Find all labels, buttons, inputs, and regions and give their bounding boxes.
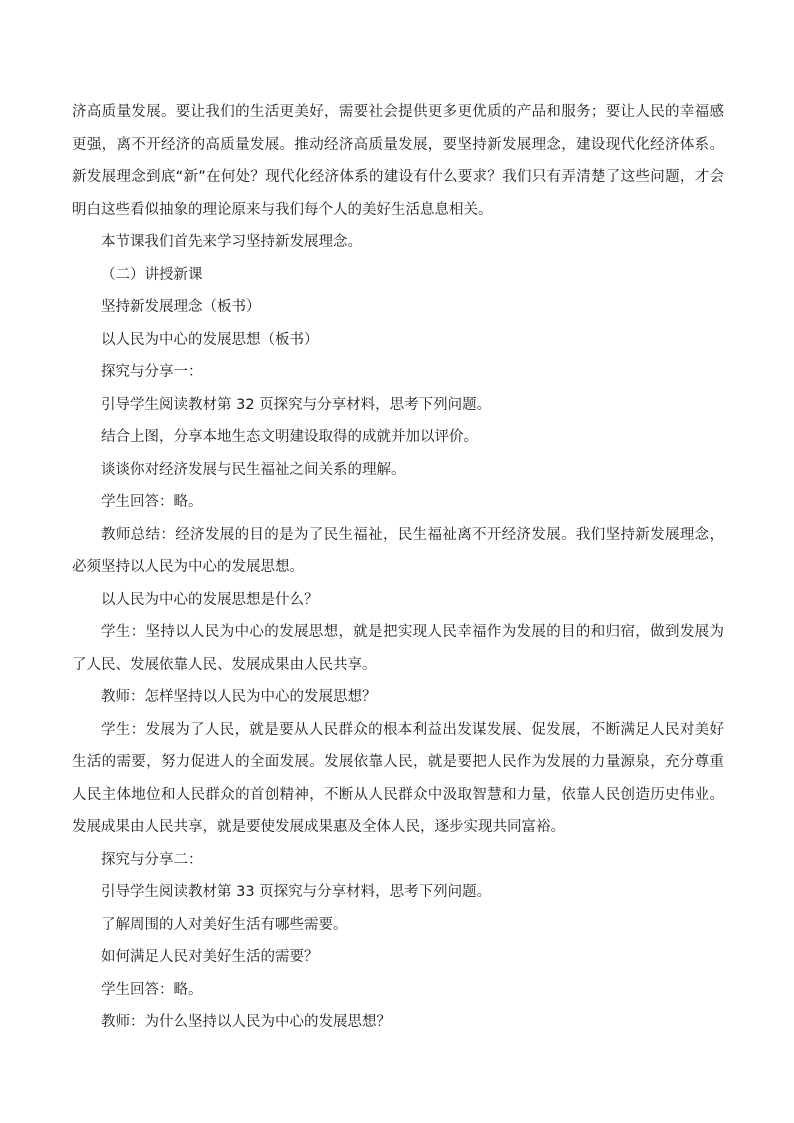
question-two-a: 了解周围的人对美好生活有哪些需要。: [101, 916, 348, 933]
paragraph-guide-one: 引导学生阅读教材第 32 页探究与分享材料，思考下列问题。: [101, 396, 492, 413]
paragraph-lesson-intro: 本节课我们首先来学习坚持新发展理念。: [101, 234, 362, 250]
activity-heading-two: 探究与分享二：: [101, 851, 203, 868]
teacher-summary: 教师总结：经济发展的目的是为了民生福祉，民生福祉离不开经济发展。我们坚持新发展理念，必须坚持以人民为中心的发展思想。: [72, 526, 724, 575]
teacher-question-why: 教师：为什么坚持以人民为中心的发展思想？: [101, 1014, 391, 1030]
question-two-b: 如何满足人民对美好生活的需要？: [101, 949, 319, 965]
student-answer-how: 学生：发展为了人民，就是要从人民群众的根本利益出发谋发展、促发展，不断满足人民对美好生活的需要，努力促进人的全面发展。发展依靠人民，就是要把人民作为发展的力量源泉，充分尊重人民主体地位和人民群众的首创精神，不断从人民群众中汲取智慧和力量，依靠人民创造历史伟业。发展成果由人民共享，就是要使发展成果惠及全体人民，逐步实现共同富裕。: [72, 721, 724, 835]
teacher-question-how: 教师：怎样坚持以人民为中心的发展思想？: [101, 689, 377, 705]
student-answer-one: 学生回答：略。: [101, 494, 203, 510]
board-heading-new-development-concept: 坚持新发展理念（板书）: [101, 299, 261, 315]
paragraph-continuation: 济高质量发展。要让我们的生活更美好，需要社会提供更多更优质的产品和服务；要让人民的幸福感更强，离不开经济的高质量发展。推动经济高质量发展，要坚持新发展理念，建设现代化经济体系。新发展理念到底“新”在何处？现代化经济体系的建设有什么要求？我们只有弄清楚了这些问题，才会明白这些看似抽象的理论原来与我们每个人的美好生活息息相关。: [72, 104, 724, 218]
student-answer-definition: 学生：坚持以人民为中心的发展思想，就是把实现人民幸福作为发展的目的和归宿，做到发展为了人民、发展依靠人民、发展成果由人民共享。: [72, 624, 724, 673]
question-what-is: 以人民为中心的发展思想是什么？: [101, 591, 319, 608]
board-heading-people-centered: 以人民为中心的发展思想（板书）: [101, 331, 319, 348]
document-body: [72, 96, 724, 1039]
paragraph-guide-two: 引导学生阅读教材第 33 页探究与分享材料，思考下列问题。: [101, 884, 492, 900]
activity-heading-one: 探究与分享一：: [101, 364, 203, 380]
question-one-b: 谈谈你对经济发展与民生福祉之间关系的理解。: [101, 461, 406, 478]
question-one-a: 结合上图，分享本地生态文明建设取得的成就并加以评价。: [101, 429, 478, 445]
section-heading-new-lesson: （二）讲授新课: [101, 266, 203, 283]
student-answer-two: 学生回答：略。: [101, 981, 203, 998]
